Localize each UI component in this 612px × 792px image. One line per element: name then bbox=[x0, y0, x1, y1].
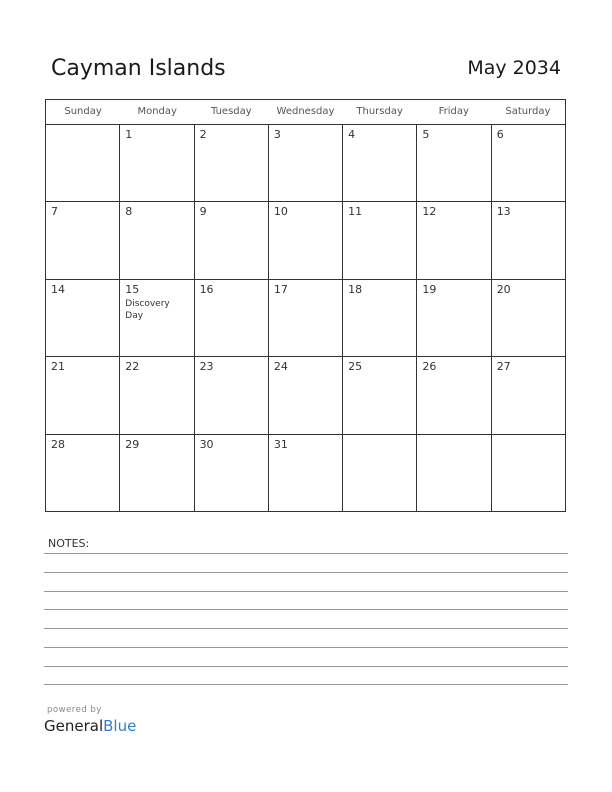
weekday-friday: Friday bbox=[438, 106, 469, 117]
day-number: 10 bbox=[273, 205, 288, 219]
day-cell bbox=[417, 357, 491, 433]
day-number: 8 bbox=[125, 205, 133, 219]
day-cell bbox=[269, 125, 343, 201]
weekday-header-row bbox=[46, 100, 565, 125]
notes-line bbox=[44, 591, 568, 592]
day-cell bbox=[46, 357, 120, 433]
country-title: Cayman Islands bbox=[51, 56, 226, 81]
day-number: 23 bbox=[199, 360, 214, 374]
notes-line bbox=[44, 666, 568, 667]
weekday-wednesday: Wednesday bbox=[276, 106, 335, 117]
weekday-monday: Monday bbox=[137, 106, 177, 117]
day-cell bbox=[343, 357, 417, 433]
day-cell bbox=[343, 202, 417, 278]
holiday-label: Discovery Day bbox=[125, 298, 170, 321]
day-number: 13 bbox=[496, 205, 511, 219]
day-number: 1 bbox=[125, 128, 133, 141]
notes-line bbox=[44, 647, 568, 648]
day-cell bbox=[492, 435, 565, 512]
day-cell bbox=[195, 435, 269, 512]
day-cell bbox=[343, 435, 417, 512]
day-cell bbox=[269, 357, 343, 433]
day-number: 21 bbox=[51, 360, 65, 374]
weekday-saturday: Saturday bbox=[505, 106, 551, 117]
day-number: 29 bbox=[125, 437, 140, 451]
day-number: 16 bbox=[199, 282, 214, 296]
day-number: 22 bbox=[125, 360, 140, 374]
day-number: 24 bbox=[273, 360, 288, 374]
logo-blue-text: Blue bbox=[103, 717, 137, 735]
day-cell bbox=[195, 280, 269, 356]
notes-line bbox=[44, 628, 568, 629]
day-number: 18 bbox=[348, 282, 363, 296]
day-number: 26 bbox=[422, 360, 437, 374]
logo-general-text: General bbox=[44, 717, 104, 735]
day-number: 11 bbox=[348, 205, 363, 219]
day-cell bbox=[343, 125, 417, 201]
notes-line bbox=[44, 553, 568, 554]
week-row-2 bbox=[46, 202, 565, 279]
week-row-1 bbox=[46, 125, 565, 202]
day-number: 5 bbox=[422, 128, 430, 141]
notes-line bbox=[44, 609, 568, 610]
day-number: 6 bbox=[496, 128, 504, 141]
day-cell bbox=[120, 280, 194, 356]
powered-by-text: powered by bbox=[47, 705, 102, 715]
day-cell bbox=[46, 435, 120, 512]
day-number: 30 bbox=[199, 437, 214, 451]
day-cell bbox=[417, 435, 491, 512]
day-number: 20 bbox=[496, 282, 511, 296]
day-cell bbox=[269, 435, 343, 512]
day-cell bbox=[492, 202, 565, 278]
day-cell bbox=[195, 125, 269, 201]
day-cell bbox=[120, 435, 194, 512]
day-cell bbox=[492, 125, 565, 201]
month-title: May 2034 bbox=[467, 57, 561, 79]
day-cell bbox=[269, 202, 343, 278]
day-cell bbox=[343, 280, 417, 356]
day-number: 12 bbox=[422, 205, 437, 219]
day-cell bbox=[46, 125, 120, 201]
day-cell bbox=[46, 280, 120, 356]
day-cell bbox=[417, 202, 491, 278]
weekday-tuesday: Tuesday bbox=[211, 106, 252, 117]
day-number: 3 bbox=[273, 128, 281, 141]
day-cell bbox=[120, 357, 194, 433]
day-cell bbox=[120, 202, 194, 278]
day-cell bbox=[46, 202, 120, 278]
day-number: 31 bbox=[273, 437, 288, 451]
weekday-sunday: Sunday bbox=[64, 106, 102, 117]
day-number: 4 bbox=[348, 128, 356, 141]
day-cell bbox=[269, 280, 343, 356]
week-row-4 bbox=[46, 357, 565, 434]
day-number: 14 bbox=[51, 282, 65, 296]
day-number: 28 bbox=[51, 437, 65, 451]
day-cell bbox=[492, 280, 565, 356]
week-row-3 bbox=[46, 280, 565, 357]
day-cell bbox=[195, 202, 269, 278]
generalblue-logo bbox=[44, 717, 136, 735]
day-cell bbox=[195, 357, 269, 433]
day-cell bbox=[492, 357, 565, 433]
calendar-grid bbox=[45, 99, 566, 512]
day-number: 27 bbox=[496, 360, 511, 374]
day-cell bbox=[417, 280, 491, 356]
day-number: 7 bbox=[51, 205, 58, 219]
day-number: 15 bbox=[125, 282, 140, 296]
weekday-thursday: Thursday bbox=[356, 106, 403, 117]
notes-line bbox=[44, 572, 568, 573]
day-cell bbox=[120, 125, 194, 201]
day-number: 9 bbox=[199, 205, 207, 219]
day-cell bbox=[417, 125, 491, 201]
day-number: 25 bbox=[348, 360, 363, 374]
day-number: 17 bbox=[273, 282, 288, 296]
day-number: 19 bbox=[422, 282, 437, 296]
week-row-5 bbox=[46, 435, 565, 512]
notes-label: NOTES: bbox=[48, 537, 90, 550]
notes-line bbox=[44, 684, 568, 685]
day-number: 2 bbox=[199, 128, 207, 141]
